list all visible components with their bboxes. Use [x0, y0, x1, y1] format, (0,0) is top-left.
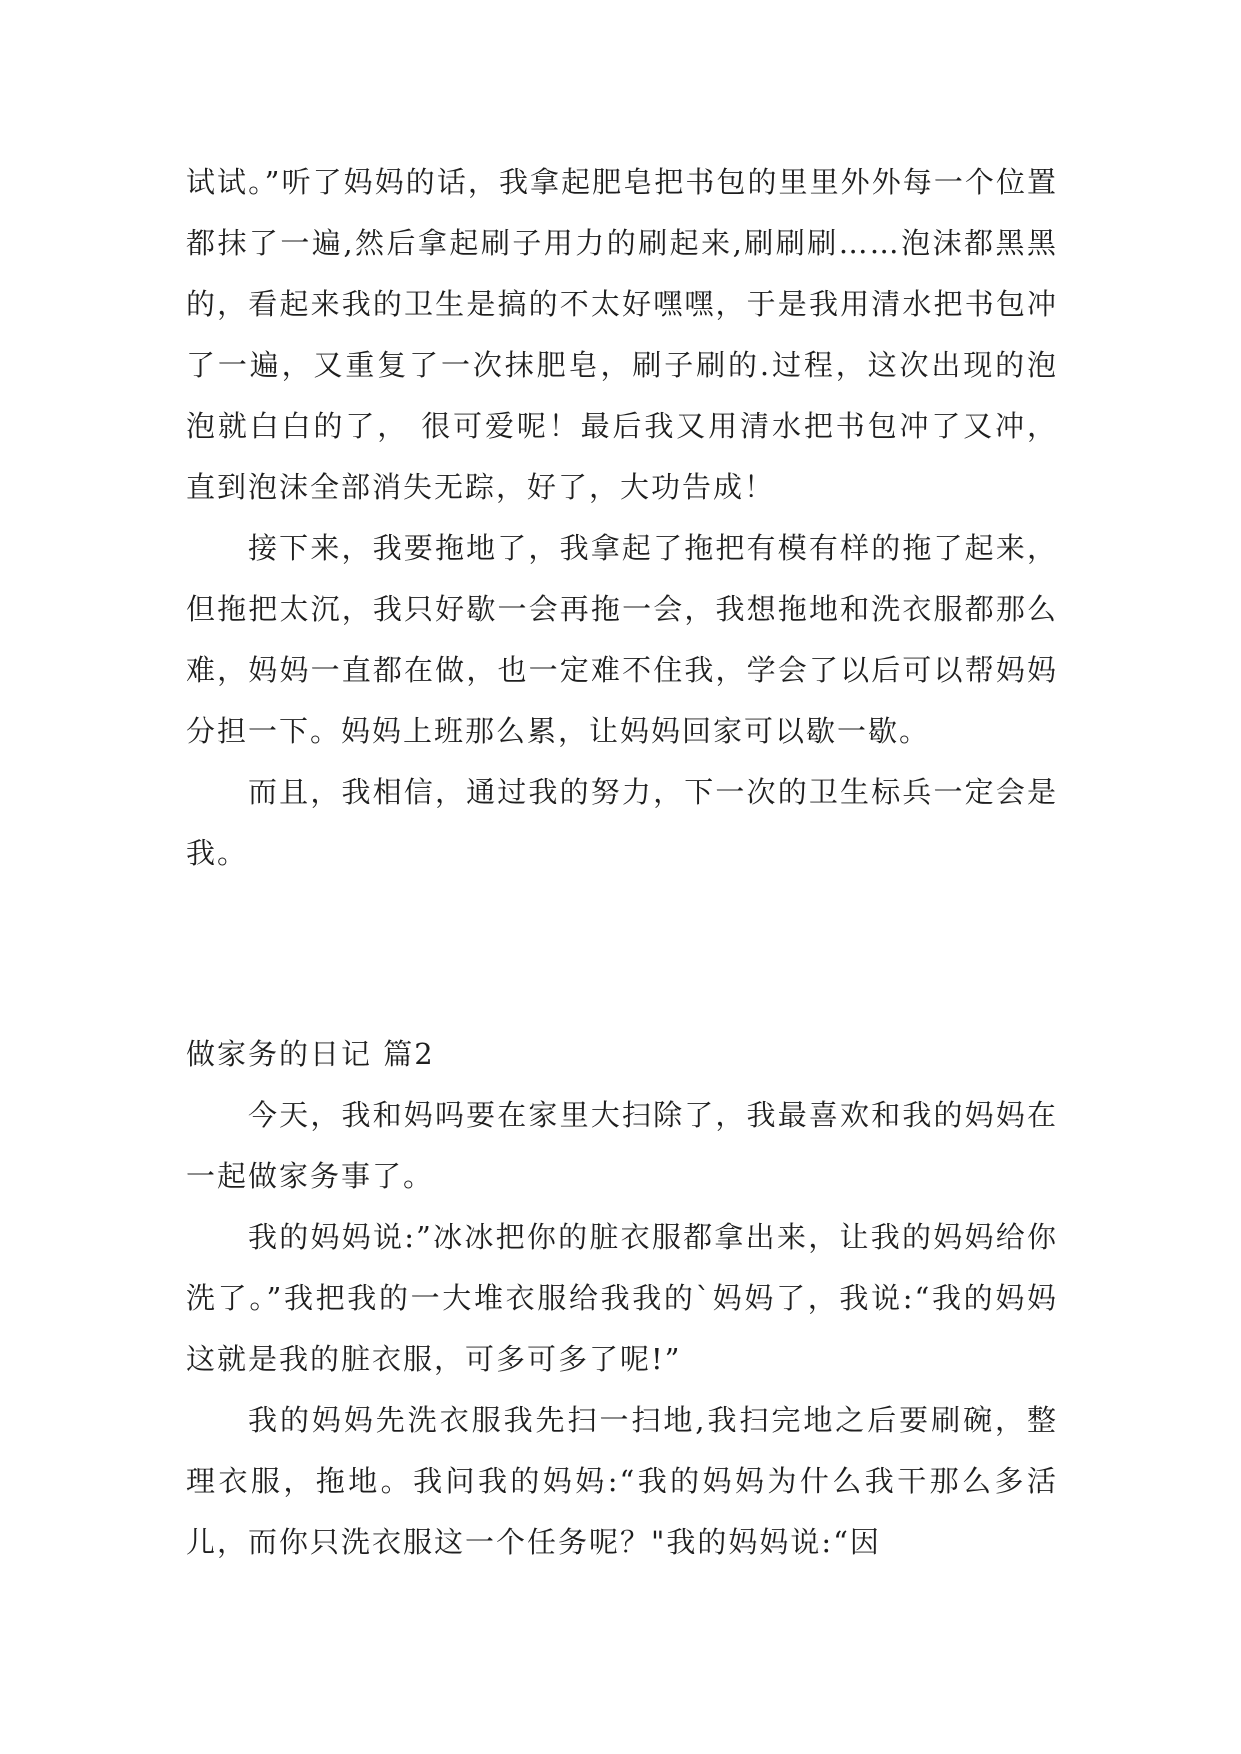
- essay-continuation: [186, 152, 1058, 884]
- paragraph: 而且，我相信，通过我的努力，下一次的卫生标兵一定会是我。: [186, 775, 1058, 870]
- section-title: 做家务的日记 篇2: [186, 1037, 435, 1071]
- paragraph: 接下来，我要拖地了，我拿起了拖把有模有样的拖了起来，但拖把太沉，我只好歇一会再拖一会，我想拖地和洗衣服都那么难，妈妈一直都在做，也一定难不住我，学会了以后可以帮妈妈分担一下。妈妈上班那么累，让妈妈回家可以歇一歇。: [186, 531, 1058, 748]
- paragraph: 今天，我和妈吗要在家里大扫除了，我最喜欢和我的妈妈在一起做家务事了。: [186, 1098, 1058, 1193]
- essay-section-2: [186, 1024, 1058, 1573]
- paragraph: 试试。”听了妈妈的话，我拿起肥皂把书包的里里外外每一个位置都抹了一遍,然后拿起刷子用力的刷起来,刷刷刷……泡沫都黑黑的，看起来我的卫生是搞的不太好嘿嘿，于是我用清水把书包冲了一遍，又重复了一次抹肥皂，刷子刷的.过程，这次出现的泡泡就白白的了， 很可爱呢！最后我又用清水把书包冲了又冲，直到泡沫全部消失无踪，好了，大功告成！: [186, 165, 1058, 504]
- paragraph: 我的妈妈先洗衣服我先扫一扫地,我扫完地之后要刷碗，整理衣服，拖地。我问我的妈妈:“我的妈妈为什么我干那么多活儿，而你只洗衣服这一个任务呢？"我的妈妈说:“因: [186, 1403, 1058, 1559]
- paragraph: 我的妈妈说:”冰冰把你的脏衣服都拿出来，让我的妈妈给你洗了。”我把我的一大堆衣服给我我的`妈妈了，我说:“我的妈妈这就是我的脏衣服，可多可多了呢!”: [186, 1220, 1058, 1376]
